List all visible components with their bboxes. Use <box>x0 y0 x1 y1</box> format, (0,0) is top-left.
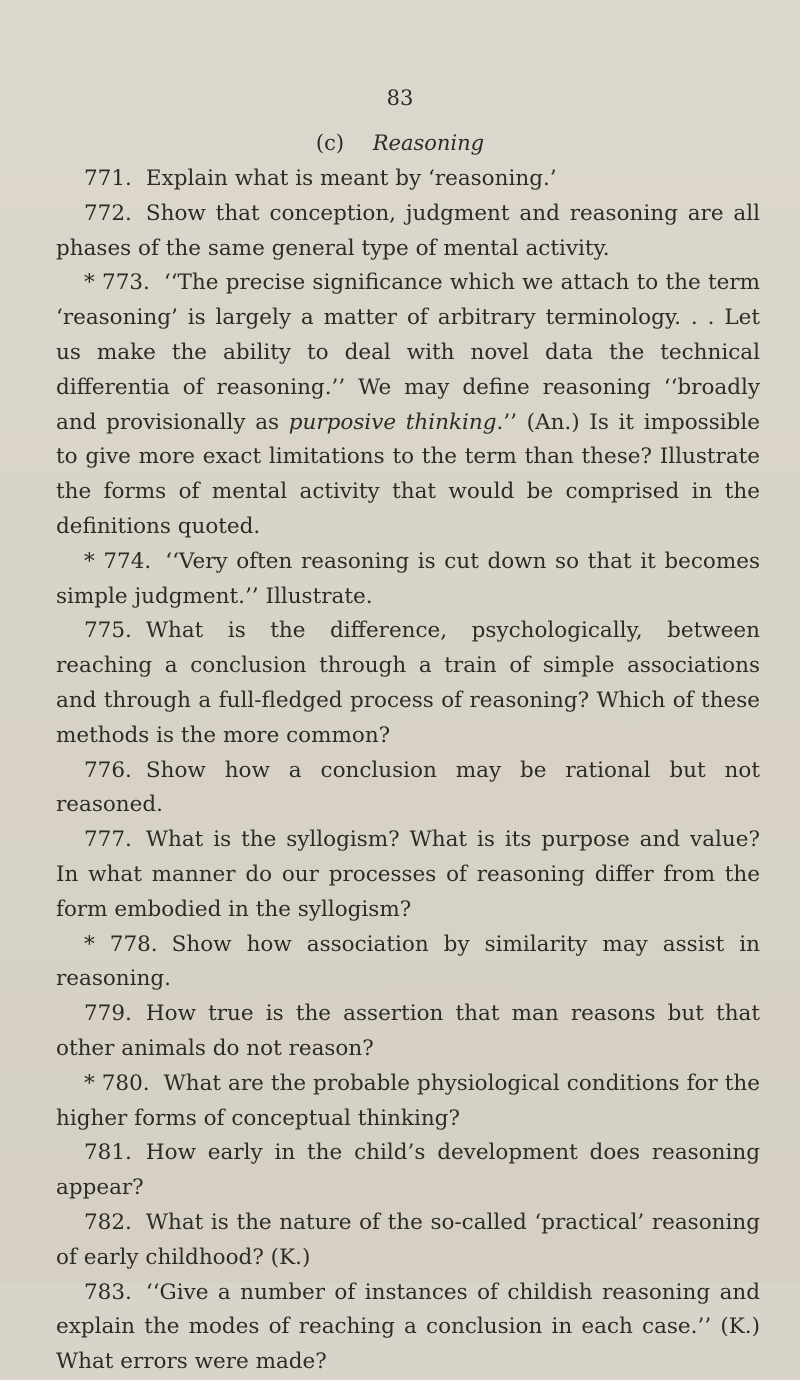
question-text: How true is the assertion that man reasons but that other animals do not reason? <box>56 1001 760 1061</box>
section-title: Reasoning <box>372 131 485 155</box>
question-773 <box>56 266 760 544</box>
question-number: 781. <box>84 1140 132 1166</box>
question-text: Explain what is meant by ‘reasoning.’ <box>145 166 557 191</box>
question-number: * 773. <box>84 270 150 296</box>
question-782 <box>56 1206 760 1276</box>
question-number: * 774. <box>84 548 152 574</box>
question-777 <box>56 823 760 927</box>
question-text: ‘‘Give a number of instances of childish reasoning and explain the modes of reaching a conclusion in each case.’’ (K.) What errors were made? <box>56 1279 760 1375</box>
question-text: What is the difference, psychologically, between reaching a conclusion through a train of simple associations and through a full-fledged process of reasoning? Which of these methods is the more common? <box>56 618 760 748</box>
question-text: How early in the child’s development does reasoning appear? <box>56 1140 760 1201</box>
question-776 <box>56 754 760 824</box>
question-text: Show how association by similarity may assist in reasoning. <box>56 931 760 992</box>
question-number: 782. <box>84 1209 132 1235</box>
question-778 <box>56 928 760 998</box>
question-text: What is the nature of the so-called ‘practical’ reasoning of early childhood? (K.) <box>56 1209 760 1270</box>
question-text: What is the syllogism? What is its purpose and value? In what manner do our processes of reasoning differ from the form embodied in the syllogism? <box>56 827 760 922</box>
question-number: 776. <box>84 757 132 783</box>
question-771 <box>56 162 760 197</box>
page-number: 83 <box>386 86 414 110</box>
question-text: Show that conception, judgment and reasoning are all phases of the same general type of mental activity. <box>56 200 760 261</box>
question-774 <box>56 545 760 615</box>
question-number: 779. <box>84 1001 132 1027</box>
question-number: * 778. <box>84 931 158 957</box>
question-text: ‘‘The precise significance which we attach to the term ‘reasoning’ is largely a matter of arbitrary terminology. . . Let us make the ability to deal with novel data the technical differentia of reasoning.’’ We may define reasoning ‘‘broadly and provisionally as purposive thinking.’’ (An.) Is it impossible to give more exact limitations to the term than these? Illustrate the forms of mental activity that would be comprised in the definitions quoted. <box>56 270 760 539</box>
question-781 <box>56 1136 760 1206</box>
question-number: 783. <box>84 1279 132 1305</box>
question-text: Show how a conclusion may be rational but not reasoned. <box>56 757 760 818</box>
question-text: ‘‘Very often reasoning is cut down so that it becomes simple judgment.’’ Illustrate. <box>56 548 760 609</box>
question-number: * 780. <box>84 1070 150 1096</box>
section-heading <box>0 131 800 155</box>
question-780 <box>56 1067 760 1137</box>
question-number: 775. <box>84 618 132 644</box>
question-number: 771. <box>84 166 132 191</box>
question-772 <box>56 197 760 267</box>
section-label: (c) <box>315 131 345 155</box>
question-779 <box>56 997 760 1067</box>
question-775 <box>56 614 760 753</box>
question-number: 772. <box>84 200 132 226</box>
question-number: 777. <box>84 827 132 853</box>
question-783 <box>56 1276 760 1380</box>
question-list <box>56 162 760 1380</box>
question-text: What are the probable physiological conditions for the higher forms of conceptual thinking? <box>56 1070 760 1131</box>
